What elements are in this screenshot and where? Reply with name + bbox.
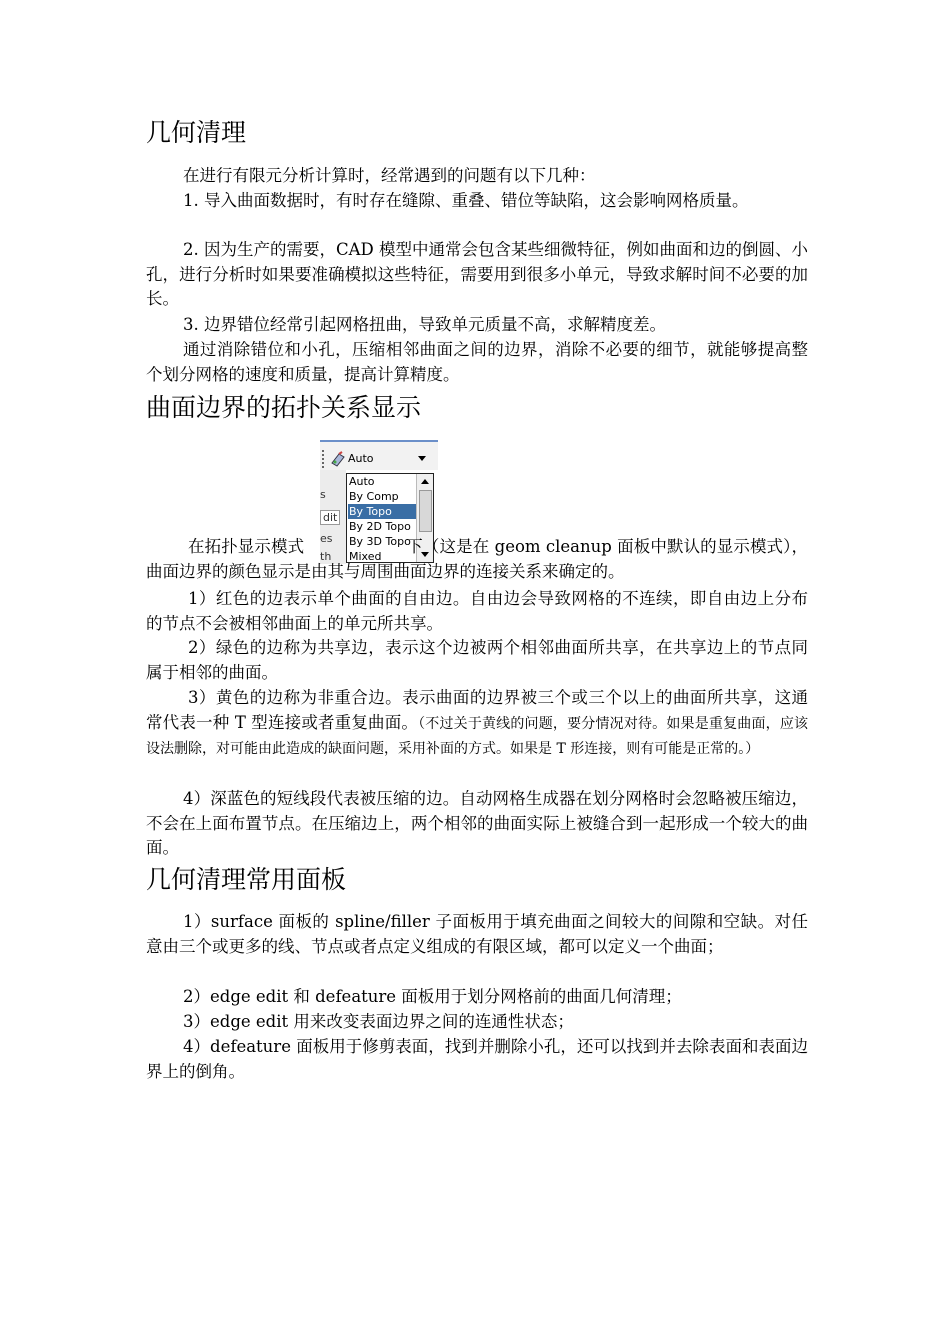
topology-intro-part-b: 下（这是在 geom cleanup 面板中默认的显示模式），曲面边界的颜色显示是由其与周围曲面边界的连接关系来确定的。 [146, 537, 809, 581]
paragraph-yellow-edges [146, 686, 808, 762]
yellow-edges-main: 3）黄色的边称为非重合边。表示曲面的边界被三个或三个以上的曲面所共享，这通常代表一种 T 型连接或者重复曲面。 [146, 688, 808, 732]
paragraph-red-edges: 1）红色的边表示单个曲面的自由边。自由边会导致网格的不连续，即自由边上分布的节点不会被相邻曲面上的单元所共享。 [146, 589, 808, 633]
dropdown-option[interactable]: By 2D Topo [349, 520, 411, 533]
paragraph-edge-edit: 3）edge edit 用来改变表面边界之间的连通性状态； [183, 1012, 574, 1031]
dropdown-option[interactable]: Mixed [349, 550, 382, 563]
topology-display-icon [330, 451, 346, 467]
section-title-common-panels: 几何清理常用面板 [146, 865, 347, 894]
section-title-geometry-cleanup: 几何清理 [146, 118, 247, 147]
paragraph-surface-panel: 1）surface 面板的 spline/filler 子面板用于填充曲面之间较大的间隙和空缺。对任意由三个或更多的线、节点或者点定义组成的有限区域，都可以定义一个曲面； [146, 912, 808, 956]
paragraph-item-1: 1. 导入曲面数据时，有时存在缝隙、重叠、错位等缺陷，这会影响网格质量。 [183, 191, 749, 210]
dropdown-toolbar [320, 440, 438, 470]
toolbar-grip-icon [322, 450, 327, 468]
paragraph-topology-intro [146, 535, 808, 584]
paragraph-summary: 通过消除错位和小孔，压缩相邻曲面之间的边界，消除不必要的细节，就能够提高整个划分网格的速度和质量，提高计算精度。 [146, 340, 808, 384]
dropdown-selected-value[interactable]: Auto [348, 452, 374, 465]
paragraph-intro: 在进行有限元分析计算时，经常遇到的问题有以下几种： [183, 166, 596, 185]
paragraph-item-3: 3. 边界错位经常引起网格扭曲，导致单元质量不高，求解精度差。 [183, 315, 666, 334]
topology-intro-part-a: 在拓扑显示模式 [188, 537, 305, 556]
paragraph-defeature: 4）defeature 面板用于修剪表面，找到并删除小孔，还可以找到并去除表面和表面边界上的倒角。 [146, 1037, 808, 1081]
paragraph-blue-edges: 4）深蓝色的短线段代表被压缩的边。自动网格生成器在划分网格时会忽略被压缩边，不会在上面布置节点。在压缩边上，两个相邻的曲面实际上被缝合到一起形成一个较大的曲面。 [146, 789, 808, 857]
dropdown-option[interactable]: By Comp [349, 490, 399, 503]
paragraph-item-2: 2. 因为生产的需要，CAD 模型中通常会包含某些细微特征，例如曲面和边的倒圆、小孔，进行分析时如果要准确模拟这些特征，需要用到很多小单元，导致求解时间不必要的加长。 [146, 240, 809, 308]
panel-label: dit [320, 510, 340, 525]
yellow-edges-note: （不过关于黄线的问题，要分情况对待。如果是重复曲面，应该设法删除，对可能由此造成的缺面问题，采用补面的方式。如果是 T 形连接，则有可能是正常的。） [146, 715, 809, 757]
dropdown-option[interactable]: Auto [349, 475, 375, 488]
paragraph-green-edges: 2）绿色的边称为共享边，表示这个边被两个相邻曲面所共享，在共享边上的节点同属于相邻的曲面。 [146, 638, 808, 682]
panel-label: s [320, 488, 326, 501]
scrollbar-thumb[interactable] [419, 490, 432, 532]
section-title-topology-display: 曲面边界的拓扑关系显示 [146, 393, 422, 422]
dropdown-option-highlighted[interactable]: By Topo [348, 504, 417, 519]
chevron-down-icon[interactable] [418, 456, 426, 461]
scroll-up-icon[interactable] [421, 479, 429, 484]
panel-label: es [320, 532, 333, 545]
dropdown-option[interactable]: By 3D Topo [349, 535, 411, 548]
paragraph-edge-edit-defeature: 2）edge edit 和 defeature 面板用于划分网格前的曲面几何清理； [183, 987, 682, 1006]
panel-label: th [320, 550, 332, 563]
